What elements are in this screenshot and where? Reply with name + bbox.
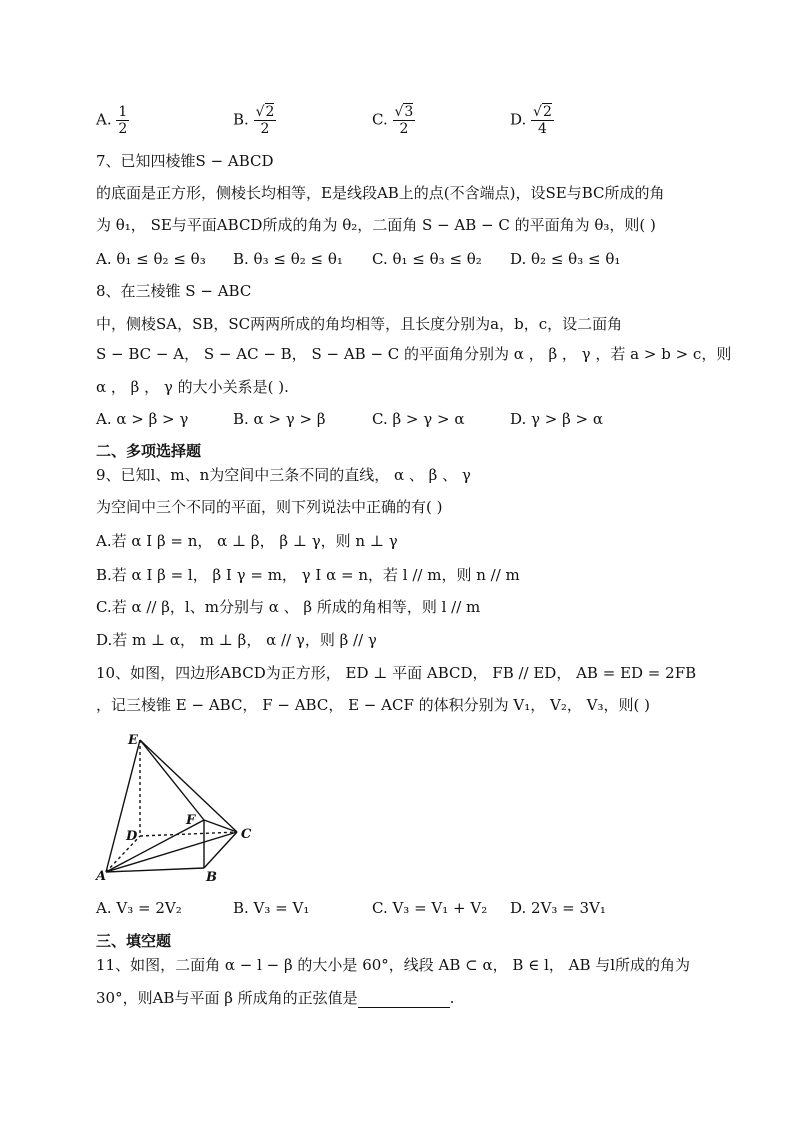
q10-stem-line-2: ，记三棱锥 E − ABC， F − ABC， E − ACF 的体积分别为 V₁， V₂， V₃，则( ) <box>96 696 650 714</box>
q11-stem-line-1: 11、如图，二面角 α − l − β 的大小是 60°，线段 AB ⊂ α， B ∈ l， AB 与l所成的角为 <box>96 956 691 974</box>
q9-option-b[interactable]: B.若 α I β = l， β I γ = m， γ I α = n，若 l // m，则 n // m <box>96 566 520 584</box>
edge-EF <box>140 740 204 820</box>
q9-option-d[interactable]: D.若 m ⊥ α， m ⊥ β， α // γ，则 β // γ <box>96 631 377 649</box>
section-heading-fill-blank: 三、填空题 <box>96 932 172 950</box>
q8-option-a[interactable]: A. α > β > γ <box>96 410 189 428</box>
q7-option-a[interactable]: A. θ₁ ≤ θ₂ ≤ θ₃ <box>96 250 206 268</box>
q8-stem-line-1: 8、在三棱锥 S − ABC <box>96 282 252 300</box>
edge-EA <box>106 740 140 872</box>
vertex-label-D: D <box>126 829 138 844</box>
q7-stem-line-2: 的底面是正方形，侧棱长均相等，E是线段AB上的点(不含端点)，设SE与BC所成的角 <box>96 184 665 202</box>
q9-stem-line-1: 9、已知l、m、n为空间中三条不同的直线， α 、 β 、 γ <box>96 466 471 484</box>
q10-option-b[interactable]: B. V₃ = V₁ <box>233 899 310 917</box>
vertex-label-C: C <box>241 827 252 842</box>
fraction: $\frac{1}{2}$ <box>118 104 128 137</box>
q10-pyramid-figure <box>94 728 264 884</box>
q6-option-a[interactable] <box>96 104 129 137</box>
q8-option-c[interactable]: C. β > γ > α <box>372 410 465 428</box>
sqrt-icon: √ <box>394 104 404 120</box>
q6-option-a-label: A. <box>96 110 112 129</box>
q10-option-a[interactable]: A. V₃ = 2V₂ <box>96 899 182 917</box>
q8-stem-line-4: α ， β ， γ 的大小关系是( ). <box>96 378 289 396</box>
edge-AB <box>106 868 204 872</box>
q11-period: . <box>449 989 455 1007</box>
q6-option-b[interactable] <box>233 104 276 137</box>
q6-option-b-label: B. <box>233 110 249 129</box>
q9-stem-line-2: 为空间中三个不同的平面，则下列说法中正确的有( ) <box>96 498 443 516</box>
q10-stem-line-1: 10、如图，四边形ABCD为正方形， ED ⊥ 平面 ABCD， FB // ED， AB = ED = 2FB <box>96 664 697 682</box>
q7-option-d[interactable]: D. θ₂ ≤ θ₃ ≤ θ₁ <box>510 250 621 268</box>
sqrt-icon: √ <box>533 104 542 120</box>
q11-stem-text: 30°，则AB与平面 β 所成角的正弦值是 <box>96 989 358 1007</box>
q10-option-c[interactable]: C. V₃ = V₁ + V₂ <box>372 899 488 917</box>
q6-option-d[interactable] <box>510 104 554 137</box>
q7-option-c[interactable]: C. θ₁ ≤ θ₃ ≤ θ₂ <box>372 250 482 268</box>
q9-option-a[interactable]: A.若 α I β = n， α ⊥ β， β ⊥ γ，则 n ⊥ γ <box>96 532 398 550</box>
q7-stem-line-3: 为 θ₁， SE与平面ABCD所成的角为 θ₂，二面角 S − AB − C 的平面角为 θ₃，则( ) <box>96 216 656 234</box>
vertex-label-F: F <box>186 813 196 828</box>
q7-option-b[interactable]: B. θ₃ ≤ θ₂ ≤ θ₁ <box>233 250 343 268</box>
vertex-label-E: E <box>128 733 138 748</box>
q6-option-c-label: C. <box>372 110 388 129</box>
q8-option-d[interactable]: D. γ > β > α <box>510 410 604 428</box>
answer-blank[interactable] <box>358 993 450 1008</box>
q8-stem-line-2: 中，侧棱SA，SB，SC两两所成的角均相等，且长度分别为a，b，c，设二面角 <box>96 315 623 333</box>
q6-option-d-label: D. <box>510 110 527 129</box>
vertex-label-B: B <box>206 870 217 884</box>
fraction: $\frac{√2}{4}$ <box>533 104 552 137</box>
q6-option-c[interactable] <box>372 104 415 137</box>
q8-option-b[interactable]: B. α > γ > β <box>233 410 326 428</box>
q7-stem-line-1: 7、已知四棱锥S − ABCD <box>96 152 274 170</box>
sqrt-icon: √ <box>255 104 265 120</box>
fraction: $\frac{√2}{2}$ <box>255 104 275 137</box>
q11-stem-line-2 <box>96 988 454 1008</box>
q10-option-d[interactable]: D. 2V₃ = 3V₁ <box>510 899 606 917</box>
fraction: $\frac{√3}{2}$ <box>394 104 414 137</box>
vertex-label-A: A <box>96 869 107 884</box>
q8-stem-line-3: S − BC − A， S − AC − B， S − AB − C 的平面角分别为 α ， β ， γ ，若 a > b > c，则 <box>96 345 732 363</box>
q9-option-c[interactable]: C.若 α // β，l、m分别与 α 、 β 所成的角相等，则 l // m <box>96 598 481 616</box>
edge-DC-hidden <box>140 832 237 836</box>
section-heading-multiple-choice: 二、多项选择题 <box>96 442 202 460</box>
edge-FC <box>204 820 237 832</box>
